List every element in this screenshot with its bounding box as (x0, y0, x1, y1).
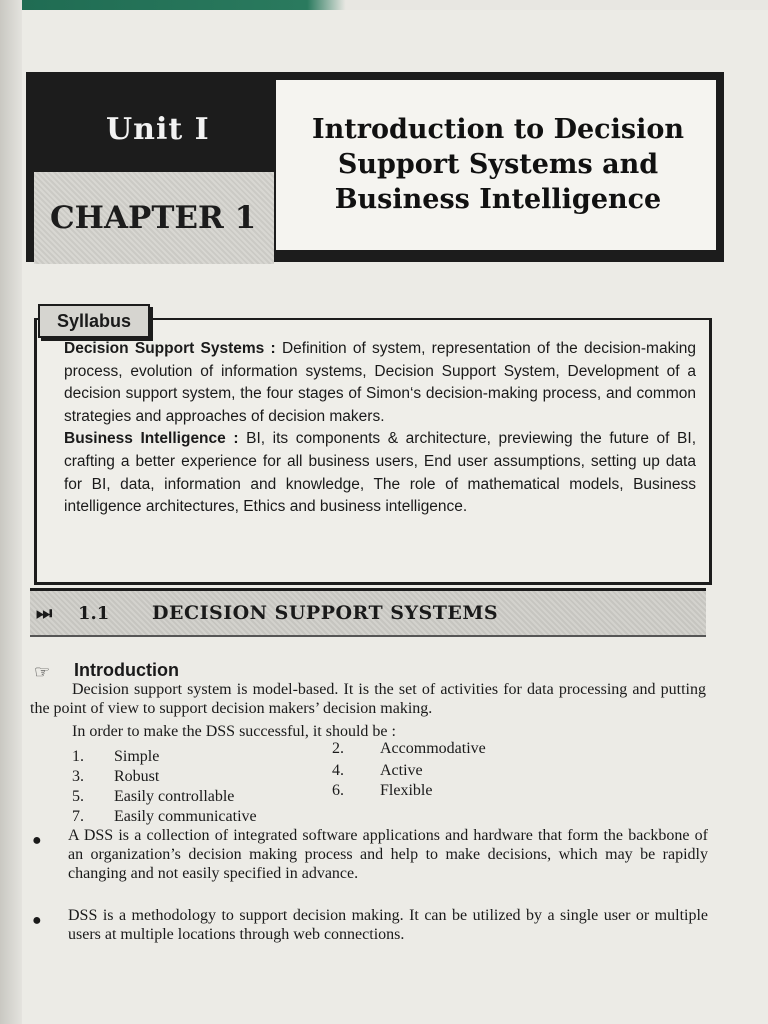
list-item (72, 808, 257, 826)
bullet-paragraph: DSS is a methodology to support decision making. It can be utilized by a single user or multiple users at multiple locations through web connections. (68, 907, 708, 943)
list-item-number: 4. (332, 762, 344, 779)
intro-paragraph: Decision support system is model-based. It is the set of activities for data processing and putting the point of view to support decision makers’ decision making. (30, 681, 706, 717)
list-item (332, 740, 486, 758)
chapter-title-line: Support Systems and (337, 149, 659, 180)
unit-label: Unit I (106, 112, 210, 147)
intro-heading: Introduction (74, 660, 179, 680)
syllabus-content (64, 338, 696, 519)
list-item-text: Accommodative (380, 740, 486, 757)
pointing-hand-icon: ☞ (34, 662, 51, 682)
syllabus-bi-text: BI, its components & architecture, previewing the future of BI, crafting a better experience for all business users, End user assumptions, setting up data for BI, data, information and knowledge, The role of mathematical models, Business intelligence architectures, Ethics and business intelligence. (64, 430, 697, 516)
bullet-dot-icon: ● (32, 832, 42, 849)
syllabus-dss-label: Decision Support Systems : (64, 340, 276, 357)
list-item (72, 768, 159, 786)
list-item (72, 748, 159, 766)
list-item (332, 762, 423, 780)
section-number: 1.1 (78, 603, 110, 624)
list-item-number: 6. (332, 782, 344, 799)
list-item-text: Active (380, 762, 423, 779)
chapter-title-line: Introduction to Decision (312, 114, 684, 145)
section-title: DECISION SUPPORT SYSTEMS (152, 602, 499, 624)
page-binding-shadow (0, 0, 22, 1024)
syllabus-bi-label: Business Intelligence : (64, 430, 239, 448)
list-item-text: Robust (114, 768, 160, 785)
syllabus-tag: Syllabus (38, 304, 150, 338)
list-item-text: Flexible (380, 782, 433, 799)
list-item-number: 7. (72, 808, 84, 825)
list-item-number: 1. (72, 748, 84, 765)
list-item-text: Simple (114, 748, 160, 765)
list-item (332, 782, 432, 800)
list-item-number: 2. (332, 740, 344, 757)
list-item-text: Easily communicative (114, 808, 257, 825)
list-item-text: Easily controllable (114, 788, 235, 805)
bullet-paragraph: A DSS is a collection of integrated software applications and hardware that form the backbone of an organization’s decision making process and help to make decisions, which may be rapidly changing and not easily specified in advance. (68, 827, 708, 882)
chapter-title-line: Business Intelligence (334, 184, 662, 215)
syllabus-dss (64, 338, 696, 428)
intro-lead-in: In order to make the DSS successful, it should be : (72, 723, 396, 740)
syllabus-dss-text: Definition of system, representation of the decision-making process, evolution of information systems, Decision Support System, Development of a decision support system, the four stages of Simon‘s decision-making process, and common strategies and approaches of decision makers. (64, 340, 697, 425)
page-edge-strip (0, 0, 768, 10)
syllabus-bi (64, 428, 696, 518)
list-item-number: 5. (72, 788, 84, 805)
list-item-number: 3. (72, 768, 84, 785)
chapter-title (280, 112, 716, 217)
chapter-label: CHAPTER 1 (50, 200, 257, 236)
fast-forward-icon: ⏭ (36, 603, 53, 623)
list-item (72, 788, 234, 806)
bullet-dot-icon: ● (32, 912, 42, 929)
